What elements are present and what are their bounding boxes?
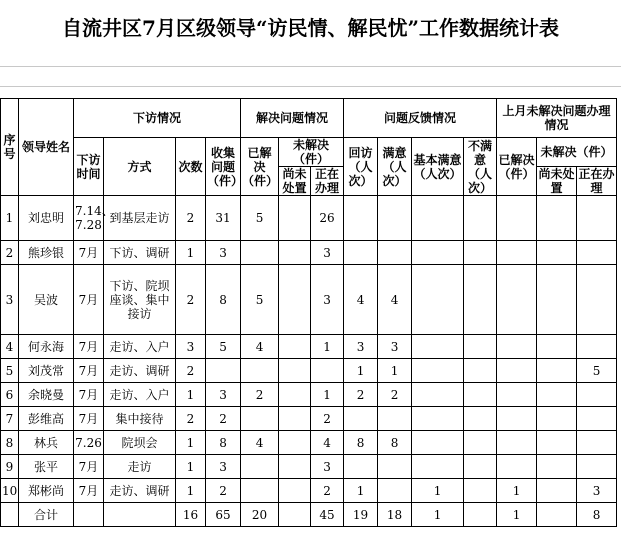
cell-collected: 8 (206, 431, 241, 455)
cell-count: 1 (176, 455, 206, 479)
table-row (1, 431, 617, 455)
cell-seq: 1 (1, 196, 19, 241)
total-collected: 65 (206, 503, 241, 527)
header-row-1 (1, 99, 617, 138)
total-satisfied: 18 (378, 503, 412, 527)
cell-solved (241, 359, 279, 383)
cell-satisfied: 4 (378, 265, 412, 335)
total-row (1, 503, 617, 527)
cell-collected (206, 359, 241, 383)
cell-solved (241, 455, 279, 479)
cell-lm-handling (577, 241, 617, 265)
header-lm-solved: 已解决（件） (497, 138, 537, 196)
cell-satisfied: 1 (378, 359, 412, 383)
statistics-table (0, 98, 617, 527)
cell-not-handled (279, 383, 311, 407)
header-satisfied: 满意（人次） (378, 138, 412, 196)
header-feedback-group: 问题反馈情况 (344, 99, 497, 138)
cell-handling: 2 (311, 407, 344, 431)
cell-handling: 4 (311, 431, 344, 455)
cell-seq: 3 (1, 265, 19, 335)
cell-collected: 5 (206, 335, 241, 359)
cell-basic-satisfied (412, 359, 464, 383)
cell-lm-handling (577, 431, 617, 455)
cell-name: 何永海 (19, 335, 74, 359)
header-collected: 收集问题（件） (206, 138, 241, 196)
cell-method: 集中接待 (104, 407, 176, 431)
cell-lm-handling (577, 407, 617, 431)
table-row (1, 455, 617, 479)
cell-collected: 31 (206, 196, 241, 241)
cell-time: 7月 (74, 383, 104, 407)
cell-revisit: 4 (344, 265, 378, 335)
cell-satisfied (378, 196, 412, 241)
cell-method: 走访 (104, 455, 176, 479)
cell-lm-solved (497, 383, 537, 407)
cell-basic-satisfied (412, 241, 464, 265)
cell-lm-solved (497, 335, 537, 359)
cell-lm-solved (497, 431, 537, 455)
cell-lm-handling (577, 455, 617, 479)
cell-method: 院坝会 (104, 431, 176, 455)
cell-lm-not-handled (537, 407, 577, 431)
header-solve-group: 解决问题情况 (241, 99, 344, 138)
cell-not-handled (279, 265, 311, 335)
table-row (1, 479, 617, 503)
cell-revisit: 2 (344, 383, 378, 407)
cell-lm-not-handled (537, 383, 577, 407)
cell-basic-satisfied (412, 196, 464, 241)
cell-unsatisfied (464, 431, 497, 455)
cell-time: 7月 (74, 455, 104, 479)
cell-basic-satisfied (412, 383, 464, 407)
cell-lm-solved (497, 241, 537, 265)
cell-method: 下访、调研 (104, 241, 176, 265)
cell-not-handled (279, 431, 311, 455)
cell-handling: 1 (311, 383, 344, 407)
cell-satisfied (378, 407, 412, 431)
cell-handling (311, 359, 344, 383)
cell-satisfied: 2 (378, 383, 412, 407)
cell-collected: 2 (206, 407, 241, 431)
cell-handling: 1 (311, 335, 344, 359)
cell-lm-not-handled (537, 431, 577, 455)
header-lm-unsolved: 未解决（件） (537, 138, 617, 167)
cell-solved: 2 (241, 383, 279, 407)
cell-name: 张平 (19, 455, 74, 479)
cell-seq: 5 (1, 359, 19, 383)
cell-count: 1 (176, 383, 206, 407)
header-lm-handling: 正在办理 (578, 167, 615, 195)
cell-satisfied: 8 (378, 431, 412, 455)
cell-name: 林兵 (19, 431, 74, 455)
total-revisit: 19 (344, 503, 378, 527)
cell-revisit: 3 (344, 335, 378, 359)
total-label: 合计 (19, 503, 74, 527)
cell-revisit (344, 407, 378, 431)
divider (0, 66, 621, 67)
cell-solved: 4 (241, 431, 279, 455)
header-visit-time: 下访时间 (74, 138, 104, 196)
header-method: 方式 (104, 138, 176, 196)
cell-unsatisfied (464, 335, 497, 359)
cell-name: 吴波 (19, 265, 74, 335)
cell-time: 7月 (74, 407, 104, 431)
cell-basic-satisfied (412, 431, 464, 455)
cell-unsatisfied (464, 383, 497, 407)
total-not-handled (279, 503, 311, 527)
cell-revisit: 1 (344, 359, 378, 383)
cell-handling: 3 (311, 241, 344, 265)
cell-lm-not-handled (537, 241, 577, 265)
cell-time: 7月 (74, 359, 104, 383)
total-lm-not-handled (537, 503, 577, 527)
cell-revisit: 8 (344, 431, 378, 455)
table-row (1, 241, 617, 265)
cell-seq: 2 (1, 241, 19, 265)
header-not-handled: 尚未处置 (279, 167, 311, 196)
cell-revisit (344, 241, 378, 265)
cell-method: 到基层走访 (104, 196, 176, 241)
total-handling: 45 (311, 503, 344, 527)
cell-count: 2 (176, 359, 206, 383)
cell-method: 走访、入户 (104, 383, 176, 407)
cell-handling: 3 (311, 265, 344, 335)
cell-lm-solved (497, 407, 537, 431)
cell-collected: 8 (206, 265, 241, 335)
header-handling: 正在办理 (311, 167, 344, 196)
cell-seq: 9 (1, 455, 19, 479)
cell-handling: 2 (311, 479, 344, 503)
cell-lm-not-handled (537, 359, 577, 383)
cell-name: 刘茂常 (19, 359, 74, 383)
cell-time: 7.26 (74, 431, 104, 455)
cell-name: 刘忠明 (19, 196, 74, 241)
cell-not-handled (279, 241, 311, 265)
header-visit-group: 下访情况 (74, 99, 241, 138)
cell-method: 走访、入户 (104, 335, 176, 359)
cell-not-handled (279, 359, 311, 383)
cell-basic-satisfied (412, 455, 464, 479)
total-count: 16 (176, 503, 206, 527)
cell-satisfied (378, 241, 412, 265)
total-unsatisfied (464, 503, 497, 527)
cell-time: 7月 (74, 241, 104, 265)
cell-lm-handling: 3 (577, 479, 617, 503)
cell-unsatisfied (464, 359, 497, 383)
table-row (1, 196, 617, 241)
cell-count: 1 (176, 241, 206, 265)
cell-not-handled (279, 479, 311, 503)
total-solved: 20 (241, 503, 279, 527)
cell-lm-solved (497, 196, 537, 241)
cell-lm-not-handled (537, 335, 577, 359)
header-seq: 序号 (1, 99, 19, 196)
cell-lm-handling (577, 335, 617, 359)
cell-time: 7月 (74, 265, 104, 335)
header-count: 次数 (176, 138, 206, 196)
cell-solved (241, 479, 279, 503)
header-row-2 (1, 138, 617, 167)
cell-collected: 3 (206, 383, 241, 407)
cell-basic-satisfied (412, 407, 464, 431)
cell-collected: 3 (206, 455, 241, 479)
table-row (1, 407, 617, 431)
cell-lm-handling: 5 (577, 359, 617, 383)
table-row (1, 335, 617, 359)
cell-name: 彭维高 (19, 407, 74, 431)
header-leader: 领导姓名 (19, 99, 74, 196)
cell-unsatisfied (464, 479, 497, 503)
header-unsolved: 未解决（件） (279, 138, 344, 167)
cell-time (74, 503, 104, 527)
table-row (1, 265, 617, 335)
cell-seq: 7 (1, 407, 19, 431)
cell-time: 7月 (74, 479, 104, 503)
cell-lm-not-handled (537, 479, 577, 503)
cell-not-handled (279, 196, 311, 241)
table-row (1, 383, 617, 407)
cell-lm-not-handled (537, 265, 577, 335)
cell-collected: 2 (206, 479, 241, 503)
cell-count: 2 (176, 196, 206, 241)
cell-solved: 4 (241, 335, 279, 359)
cell-count: 1 (176, 431, 206, 455)
cell-method: 走访、调研 (104, 359, 176, 383)
cell-basic-satisfied (412, 335, 464, 359)
cell-time: 7月 (74, 335, 104, 359)
cell-solved (241, 241, 279, 265)
cell-count: 2 (176, 407, 206, 431)
total-lm-solved: 1 (497, 503, 537, 527)
cell-lm-solved (497, 455, 537, 479)
cell-basic-satisfied: 1 (412, 479, 464, 503)
header-lm-not-handled: 尚未处置 (538, 167, 575, 195)
header-last-month-group: 上月未解决问题办理情况 (497, 99, 617, 138)
cell-lm-solved (497, 265, 537, 335)
cell-revisit (344, 196, 378, 241)
cell-seq: 4 (1, 335, 19, 359)
cell-unsatisfied (464, 265, 497, 335)
cell-handling: 26 (311, 196, 344, 241)
cell-satisfied: 3 (378, 335, 412, 359)
cell-unsatisfied (464, 241, 497, 265)
cell-name: 余晓曼 (19, 383, 74, 407)
cell-collected: 3 (206, 241, 241, 265)
header-unsatisfied: 不满意（人次） (464, 138, 497, 196)
cell-seq (1, 503, 19, 527)
cell-count: 3 (176, 335, 206, 359)
cell-not-handled (279, 407, 311, 431)
cell-solved (241, 407, 279, 431)
cell-revisit (344, 455, 378, 479)
divider (0, 86, 621, 87)
cell-lm-solved (497, 359, 537, 383)
total-lm-handling: 8 (577, 503, 617, 527)
cell-name: 熊珍银 (19, 241, 74, 265)
cell-method: 下访、院坝座谈、集中接访 (104, 265, 176, 335)
cell-lm-not-handled (537, 196, 577, 241)
cell-satisfied (378, 479, 412, 503)
cell-not-handled (279, 455, 311, 479)
cell-count: 1 (176, 479, 206, 503)
cell-method: 走访、调研 (104, 479, 176, 503)
cell-basic-satisfied (412, 265, 464, 335)
total-basic-satisfied: 1 (412, 503, 464, 527)
header-basic-satisfied: 基本满意（人次） (412, 138, 464, 196)
cell-solved: 5 (241, 265, 279, 335)
header-revisit: 回访（人次） (344, 138, 378, 196)
cell-lm-handling (577, 265, 617, 335)
cell-method (104, 503, 176, 527)
cell-seq: 8 (1, 431, 19, 455)
page-title: 自流井区7月区级领导“访民情、解民忧”工作数据统计表 (62, 16, 559, 40)
cell-lm-not-handled (537, 455, 577, 479)
cell-seq: 10 (1, 479, 19, 503)
cell-unsatisfied (464, 196, 497, 241)
cell-lm-handling (577, 383, 617, 407)
cell-solved: 5 (241, 196, 279, 241)
cell-time: 7.14、7.28 (74, 196, 104, 241)
cell-count: 2 (176, 265, 206, 335)
cell-unsatisfied (464, 407, 497, 431)
header-solved: 已解决（件） (241, 138, 279, 196)
cell-handling: 3 (311, 455, 344, 479)
cell-lm-handling (577, 196, 617, 241)
cell-satisfied (378, 455, 412, 479)
cell-unsatisfied (464, 455, 497, 479)
cell-name: 郑彬尚 (19, 479, 74, 503)
cell-not-handled (279, 335, 311, 359)
cell-revisit: 1 (344, 479, 378, 503)
table-row (1, 359, 617, 383)
cell-lm-solved: 1 (497, 479, 537, 503)
cell-seq: 6 (1, 383, 19, 407)
